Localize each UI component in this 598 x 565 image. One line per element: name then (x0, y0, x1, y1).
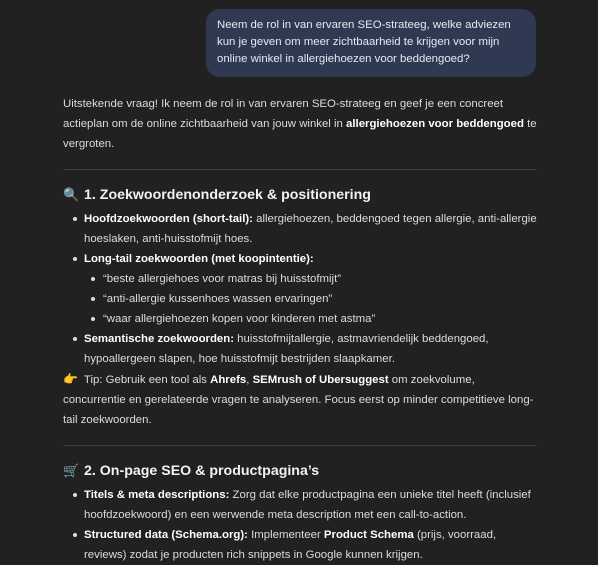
magnifier-icon: 🔍 (63, 187, 80, 202)
section-heading-keywords (63, 184, 537, 206)
section-title: 1. Zoekwoordenonderzoek & positionering (84, 187, 371, 203)
item-label: Titels & meta descriptions: (84, 489, 230, 501)
divider (63, 169, 537, 170)
list-item (71, 249, 537, 329)
list-item (71, 525, 537, 565)
item-text: Zorg dat elke productpagina een unieke titel heeft (inclusief hoofdzoekwoord) en een werwende meta description met een call-to-action. (84, 489, 531, 521)
sublist-item: “waar allergiehoezen kopen voor kinderen met astma” (90, 309, 537, 329)
item-label: Hoofdzoekwoorden (short-tail): (84, 213, 253, 225)
user-message-text: Neem de rol in van ervaren SEO-strateeg, welke adviezen kun je geven om meer zichtbaarheid te krijgen voor mijn online winkel in allergiehoezen voor beddengoed? (217, 19, 511, 65)
list-item (71, 485, 537, 525)
intro-bold: allergiehoezen voor beddengoed (346, 118, 524, 130)
item-text-end: (prijs, voorraad, reviews) zodat je producten rich snippets in Google kunnen krijgen. (84, 529, 497, 561)
divider (63, 445, 537, 446)
assistant-response (63, 94, 537, 565)
intro-text: Uitstekende vraag! Ik neem de rol in van ervaren SEO-strateeg en geef je een concreet actieplan om de online zichtbaarheid van jouw winkel in (63, 98, 504, 130)
longtail-sublist (90, 269, 537, 329)
item-label: Semantische zoekwoorden: (84, 333, 235, 345)
item-text: allergiehoezen, beddengoed tegen allergie, anti-allergie hoeslaken, anti-huisstofmijt hoes. (84, 213, 537, 245)
tip-bold: Ahrefs (210, 374, 247, 386)
intro-paragraph (63, 94, 537, 154)
shopping-cart-icon: 🛒 (63, 463, 80, 478)
item-label: Structured data (Schema.org): (84, 529, 248, 541)
tip-paragraph (63, 369, 537, 430)
section-title: 2. On-page SEO & productpagina’s (84, 463, 320, 479)
pointing-hand-icon: 👉 (63, 372, 78, 386)
sublist-item: “beste allergiehoes voor matras bij huisstofmijt” (90, 269, 537, 289)
tip-text-end: om zoekvolume, concurrentie en gerelateerde vragen te analyseren. Focus eerst op minder competitieve long-tail zoekwoorden. (63, 374, 534, 426)
sublist-item: “anti-allergie kussenhoes wassen ervaringen” (90, 289, 537, 309)
item-bold: Product Schema (323, 529, 414, 541)
item-text: Implementeer (247, 529, 324, 541)
keyword-list (71, 209, 537, 369)
user-message-bubble (206, 9, 536, 77)
list-item (71, 329, 537, 369)
tip-sep: , (246, 374, 253, 386)
tip-bold: SEMrush of Ubersuggest (252, 374, 389, 386)
onpage-list (71, 485, 537, 565)
item-text: huisstofmijtallergie, astmavriendelijk beddengoed, hypoallergeen slapen, hoe huisstofmijt bestrijden slaapkamer. (84, 333, 489, 365)
item-label: Long-tail zoekwoorden (met koopintentie): (84, 253, 314, 265)
tip-text: Tip: Gebruik een tool als (80, 374, 211, 386)
section-heading-onpage (63, 460, 537, 482)
intro-text-end: te vergroten. (63, 118, 537, 150)
list-item (71, 209, 537, 249)
